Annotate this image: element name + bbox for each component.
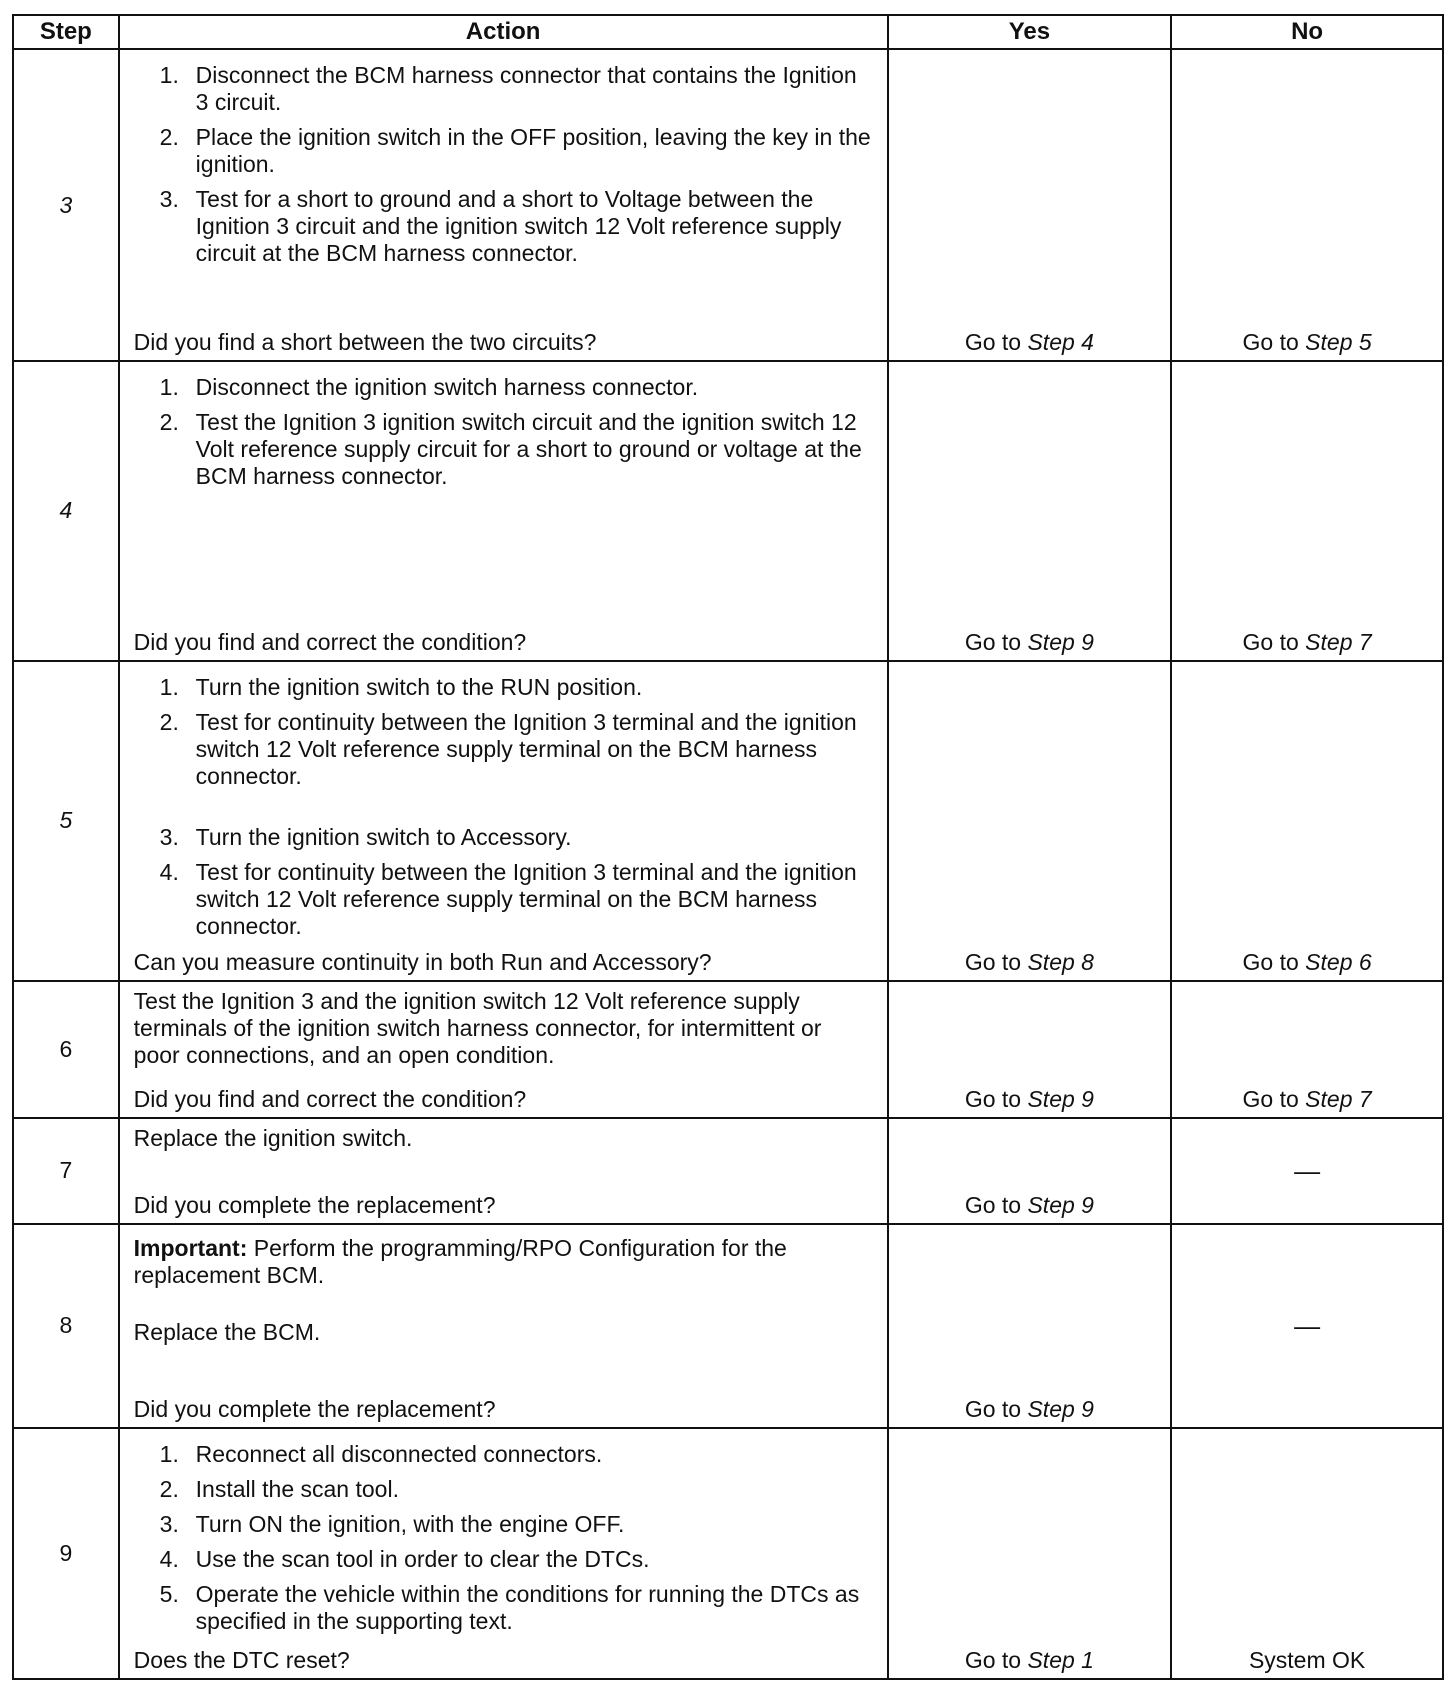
no-goto-link[interactable]: Step 5 bbox=[1305, 329, 1372, 356]
action-cell bbox=[119, 49, 888, 361]
list-item: 2. Test the Ignition 3 ignition switch circuit and the ignition switch 12 Volt reference supply circuit for a short to ground or voltage at the BCM harness connector. bbox=[159, 409, 862, 490]
no-cell bbox=[1171, 1428, 1443, 1679]
list-item: 5. Operate the vehicle within the conditions for running the DTCs as specified in the supporting text. bbox=[159, 1581, 860, 1635]
header-no: No bbox=[1171, 15, 1443, 49]
no-cell: Go to Step 6 bbox=[1171, 661, 1443, 982]
table-row-step-4 bbox=[13, 361, 1443, 660]
action-cell bbox=[119, 661, 888, 982]
action-cell bbox=[119, 361, 888, 660]
header-row bbox=[13, 15, 1443, 49]
yes-goto-link[interactable]: Step 4 bbox=[1027, 329, 1094, 356]
yes-goto-link[interactable]: Step 9 bbox=[1027, 1191, 1094, 1218]
list-item: 3. Test for a short to ground and a short to Voltage between the Ignition 3 circuit and the ignition switch 12 Volt reference supply circuit at the BCM harness connector. bbox=[159, 186, 842, 266]
step-number: 5 bbox=[13, 661, 119, 982]
question-text: Does the DTC reset? bbox=[133, 1647, 350, 1673]
question-text: Did you find a short between the two circuits? bbox=[133, 329, 597, 356]
diagnostic-table-sheet bbox=[12, 14, 1444, 1680]
yes-cell: Go to Step 9 bbox=[888, 361, 1172, 660]
no-goto-link[interactable]: Step 7 bbox=[1305, 628, 1372, 655]
step-number: 7 bbox=[13, 1118, 119, 1223]
yes-goto-link[interactable]: Step 9 bbox=[1027, 628, 1094, 655]
yes-goto-link[interactable]: Step 9 bbox=[1027, 1086, 1094, 1113]
no-cell: Go to Step 5 bbox=[1171, 49, 1443, 361]
important-note: Important: Perform the programming/RPO Configuration for the replacement BCM. bbox=[133, 1234, 787, 1288]
question-text: Can you measure continuity in both Run and Accessory? bbox=[133, 949, 712, 976]
question-text: Did you complete the replacement? bbox=[133, 1396, 496, 1423]
table-row-step-8 bbox=[13, 1224, 1443, 1429]
important-label: Important: bbox=[133, 1234, 248, 1261]
yes-cell: Go to Step 1 bbox=[888, 1428, 1172, 1679]
no-dash: — bbox=[1294, 1310, 1321, 1341]
header-step: Step bbox=[13, 15, 119, 49]
table-row-step-9 bbox=[13, 1428, 1443, 1679]
yes-cell: Go to Step 9 bbox=[888, 981, 1172, 1118]
table-row-step-7 bbox=[13, 1118, 1443, 1223]
list-item: 3. Turn the ignition switch to Accessory. bbox=[159, 823, 572, 850]
list-item: 4. Use the scan tool in order to clear the DTCs. bbox=[159, 1546, 650, 1573]
header-yes: Yes bbox=[888, 15, 1172, 49]
question-text: Did you find and correct the condition? bbox=[133, 628, 527, 655]
action-cell bbox=[119, 981, 888, 1118]
list-item: 1. Reconnect all disconnected connectors. bbox=[159, 1441, 603, 1468]
step-number: 3 bbox=[13, 49, 119, 361]
yes-cell: Go to Step 9 bbox=[888, 1118, 1172, 1223]
list-item: 1. Disconnect the BCM harness connector that contains the Ignition 3 circuit. bbox=[159, 62, 857, 115]
action-list bbox=[134, 62, 873, 267]
table-row-step-5 bbox=[13, 661, 1443, 982]
no-cell: Go to Step 7 bbox=[1171, 361, 1443, 660]
table-row-step-3 bbox=[13, 49, 1443, 361]
yes-goto-link[interactable]: Step 8 bbox=[1027, 949, 1094, 976]
action-cell bbox=[119, 1428, 888, 1679]
action-text: Replace the BCM. bbox=[133, 1318, 321, 1345]
no-goto-link[interactable]: Step 7 bbox=[1305, 1086, 1372, 1113]
yes-goto-link[interactable]: Step 9 bbox=[1027, 1396, 1094, 1423]
no-result-text: System OK bbox=[1248, 1647, 1366, 1673]
list-item: 3. Turn ON the ignition, with the engine OFF. bbox=[159, 1511, 625, 1538]
list-item: 1. Disconnect the ignition switch harness connector. bbox=[159, 374, 699, 401]
no-cell bbox=[1171, 1224, 1443, 1429]
action-list bbox=[134, 374, 873, 490]
action-cell bbox=[119, 1118, 888, 1223]
header-action: Action bbox=[119, 15, 888, 49]
step-number: 4 bbox=[13, 361, 119, 660]
step-number: 9 bbox=[13, 1428, 119, 1679]
list-item: 2. Test for continuity between the Ignition 3 terminal and the ignition switch 12 Volt reference supply terminal on the BCM harness connector. bbox=[159, 708, 857, 789]
action-cell bbox=[119, 1224, 888, 1429]
list-item: 1. Turn the ignition switch to the RUN position. bbox=[159, 673, 643, 700]
action-text: Replace the ignition switch. bbox=[133, 1125, 413, 1152]
yes-cell: Go to Step 9 bbox=[888, 1224, 1172, 1429]
yes-goto-link[interactable]: Step 1 bbox=[1027, 1647, 1094, 1673]
action-list bbox=[134, 1441, 873, 1635]
list-item: 4. Test for continuity between the Ignition 3 terminal and the ignition switch 12 Volt reference supply terminal on the BCM harness connector. bbox=[159, 858, 857, 939]
list-item: 2. Install the scan tool. bbox=[159, 1476, 399, 1503]
action-text: Test the Ignition 3 and the ignition switch 12 Volt reference supply terminals of the ignition switch harness connector, for intermittent or poor connections, and an open condition. bbox=[133, 988, 822, 1069]
yes-cell: Go to Step 4 bbox=[888, 49, 1172, 361]
no-cell: Go to Step 7 bbox=[1171, 981, 1443, 1118]
question-text: Did you complete the replacement? bbox=[133, 1191, 496, 1218]
action-list bbox=[134, 674, 873, 940]
no-cell bbox=[1171, 1118, 1443, 1223]
step-number: 8 bbox=[13, 1224, 119, 1429]
yes-cell: Go to Step 8 bbox=[888, 661, 1172, 982]
diagnostic-table bbox=[12, 14, 1444, 1680]
list-item: 2. Place the ignition switch in the OFF position, leaving the key in the ignition. bbox=[159, 124, 871, 177]
no-goto-link[interactable]: Step 6 bbox=[1305, 949, 1372, 976]
no-dash: — bbox=[1294, 1155, 1321, 1186]
question-text: Did you find and correct the condition? bbox=[133, 1086, 527, 1113]
table-row-step-6 bbox=[13, 981, 1443, 1118]
step-number: 6 bbox=[13, 981, 119, 1118]
